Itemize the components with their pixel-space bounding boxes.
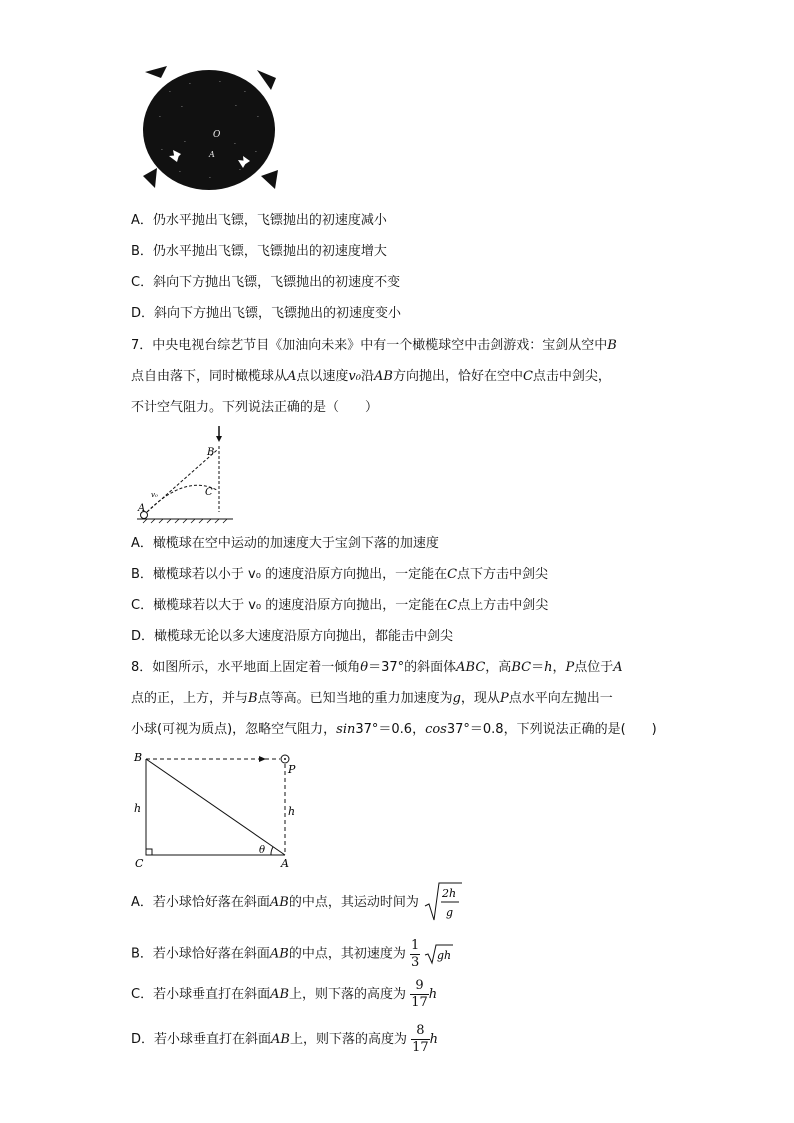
q8-option-b-radical (424, 934, 454, 974)
q8-figure (127, 748, 307, 870)
q7-stem-line1: 7．中央电视台综艺节目《加油向未来》中有一个橄榄球空中击剑游戏：宝剑从空中B (131, 338, 617, 353)
svg-text:·: · (181, 104, 183, 111)
center-label-o: O (213, 130, 221, 140)
svg-text:·: · (159, 114, 161, 121)
svg-text:·: · (184, 139, 186, 146)
q8-option-c: C．若小球垂直打在斜面AB上，则下落的高度为 $\frac{9}{17}$ h (131, 978, 438, 1010)
q8-label-a: A (281, 857, 289, 870)
svg-text:·: · (255, 149, 257, 156)
q7-label-a: A (138, 503, 146, 514)
q8-label-c: C (135, 857, 144, 870)
q8-option-a-den: g (446, 906, 454, 919)
q8-label-h-right: h (288, 805, 296, 818)
q7-figure (135, 424, 235, 524)
q6-option-d: D．斜向下方抛出飞镖，飞镖抛出的初速度变小 (131, 306, 402, 321)
q8-option-a: A．若小球恰好落在斜面AB的中点，其运动时间为 2h g (131, 880, 463, 925)
q8-option-c-fraction: $\frac{9}{17}$ (411, 978, 428, 1010)
q8-option-b: B．若小球恰好落在斜面AB的中点，其初速度为 $\frac{1}{3}$ gh (131, 934, 454, 975)
q8-label-h-left: h (134, 802, 142, 815)
svg-text:·: · (239, 167, 241, 174)
q6-option-b: B．仍水平抛出飞镖，飞镖抛出的初速度增大 (131, 244, 387, 259)
q8-stem-line2: 点的正，上方，并与B点等高。已知当地的重力加速度为g，现从P点水平向左抛出一 (131, 691, 613, 706)
q7-option-a: A．橄榄球在空中运动的加速度大于宝剑下落的加速度 (131, 536, 439, 551)
q8-label-theta: θ (259, 845, 266, 856)
q7-label-b: B (207, 447, 215, 458)
q7-option-c: C．橄榄球若以大于 v₀ 的速度沿原方向抛出，一定能在C点上方击中剑尖 (131, 598, 549, 613)
svg-text:·: · (169, 89, 171, 96)
q7-option-d: D．橄榄球无论以多大速度沿原方向抛出，都能击中剑尖 (131, 629, 454, 644)
q8-label-p: P (288, 763, 296, 776)
svg-text:·: · (189, 81, 191, 88)
q7-label-v0: v₀ (151, 491, 158, 499)
svg-text:·: · (257, 114, 259, 121)
q7-stem-line3: 不计空气阻力。下列说法正确的是（ ） (131, 400, 379, 415)
q8-option-a-num: 2h (442, 887, 457, 900)
q8-option-d: D．若小球垂直打在斜面AB上，则下落的高度为 $\frac{8}{17}$ h (131, 1023, 439, 1055)
point-label-a: A (209, 150, 215, 159)
svg-text:·: · (244, 89, 246, 96)
dartboard-figure (139, 64, 280, 193)
q8-stem-line3: 小球(可视为质点)，忽略空气阻力，sin37°＝0.6，cos37°＝0.8，下列说法正确的是( ) (131, 722, 657, 737)
svg-text:·: · (219, 79, 221, 86)
q8-option-b-fraction: $\frac{1}{3}$ (411, 937, 420, 970)
q7-label-c: C (205, 487, 213, 498)
svg-text:gh: gh (437, 948, 452, 962)
q8-option-d-fraction: $\frac{8}{17}$ (412, 1023, 429, 1055)
q6-option-c: C．斜向下方抛出飞镖，飞镖抛出的初速度不变 (131, 275, 401, 290)
svg-text:·: · (209, 175, 211, 182)
q8-option-a-radical (423, 880, 463, 925)
q8-label-b: B (134, 751, 143, 764)
svg-text:·: · (235, 103, 237, 110)
svg-text:·: · (179, 169, 181, 176)
q7-stem-line2: 点自由落下，同时橄榄球从A点以速度v₀沿AB方向抛出，恰好在空中C点击中剑尖， (131, 369, 611, 384)
svg-text:·: · (234, 141, 236, 148)
q7-option-b: B．橄榄球若以小于 v₀ 的速度沿原方向抛出，一定能在C点下方击中剑尖 (131, 567, 549, 582)
q8-stem-line1: 8．如图所示，水平地面上固定着一倾角θ＝37°的斜面体ABC，高BC＝h，P点位于A (131, 660, 623, 675)
svg-text:·: · (161, 147, 163, 154)
q6-option-a: A．仍水平抛出飞镖，飞镖抛出的初速度减小 (131, 213, 387, 228)
